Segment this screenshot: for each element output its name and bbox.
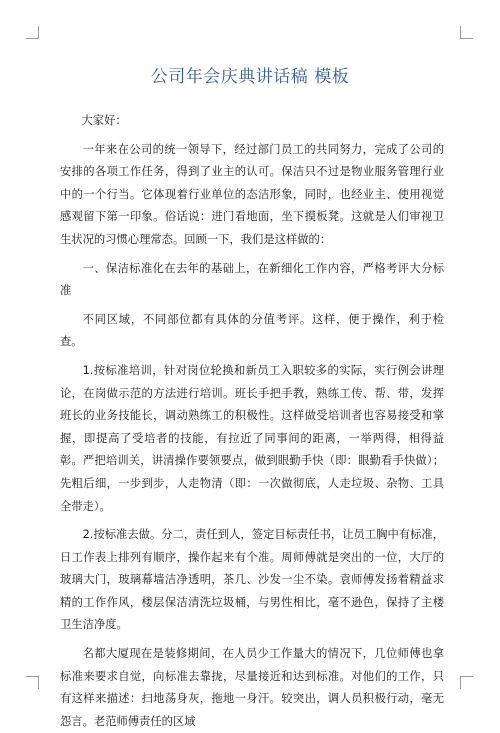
crop-mark-bottom-left: [26, 676, 39, 689]
paragraph-section-1: 一、保洁标准化在去年的基础上，在新细化工作内容，严格考评大分标准: [60, 261, 444, 298]
document-body: [60, 110, 444, 733]
greeting: 大家好：: [81, 114, 127, 127]
crop-mark-top-left: [26, 26, 39, 39]
paragraph-intro: 一年来在公司的统一领导下，经过部门员工的共同努力，完成了公司的安排的各项工作任务，得到了业主的认可。保洁只不过是物业服务管理行业中的一个行当。它体现着行业单位的态洁形象，同时，也经业主、使用视觉感观留下第一印象。俗话说：进门看地面，坐下摸板凳。这就是人们审视卫生状况的习惯心理常态。回顾一下，我们是这样做的：: [60, 142, 444, 246]
paragraph-training: 1.按标准培训，针对岗位轮换和新员工入职较多的实际，实行例会讲理论，在岗做示范的方法进行培训。班长手把手教，熟练工传、帮、带，发挥班长的业务技能长，调动熟练工的积极性。这样做受培训者也容易接受和掌握，即提高了受培者的技能，有拉近了同事间的距离，一举两得，相得益彰。严把培训关，讲清操作要领要点，做到眼勤手快（即：眼勤看手快做）；先粗后细，一步到步，人走物清（即：一次做彻底，人走垃圾、杂物、工具全带走）。: [60, 363, 444, 513]
crop-mark-top-right: [460, 26, 473, 39]
document-title: 公司年会庆典讲话稿 模板: [150, 67, 350, 87]
paragraph-execution: 2.按标准去做。分二，责任到人，签定目标责任书，让员工胸中有标准，日工作表上排列有顺序，操作起来有个准。周师傅就是突出的一位，大厅的玻璃大门，玻璃幕墙洁净透明，茶几、沙发一尘不染。袁师傅发扬着精益求精的工作作风，楼层保洁清洗垃圾桶，与男性相比，毫不逊色，保持了主楼卫生洁净度。: [60, 528, 444, 632]
crop-mark-bottom-right: [460, 676, 473, 689]
paragraph-mingdu: 名都大厦现在是装修期间，在人员少工作量大的情况下，几位师傅也拿标准来要求自觉，向标准去靠拢，尽量接近和达到标准。对他们的工作，只有这样来描述：扫地荡身灰，拖地一身汗。较突出，调人员积极行动，毫无怨言。老范师傅责任的区域: [60, 647, 444, 728]
paragraph-regions: 不同区域，不同部位都有具体的分值考评。这样，便于操作，利于检查。: [60, 312, 444, 349]
